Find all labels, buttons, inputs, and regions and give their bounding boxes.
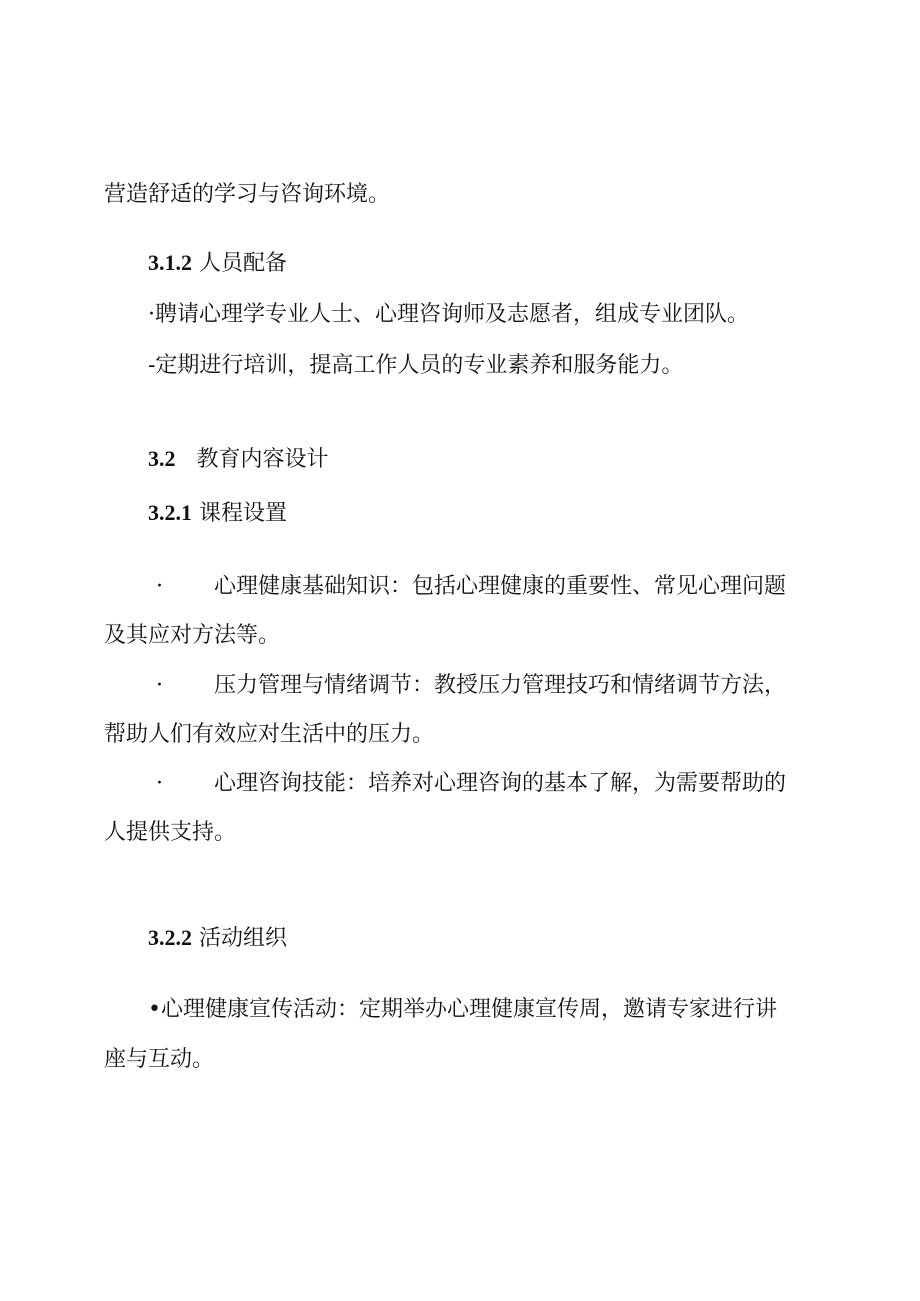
bullet-marker: · bbox=[156, 673, 163, 698]
course-item-line: 心理健康基础知识：包括心理健康的重要性、常见心理问题 bbox=[214, 574, 787, 599]
course-item-line: 及其应对方法等。 bbox=[104, 623, 281, 648]
staff-item-1: ·聘请心理学专业人士、心理咨询师及志愿者，组成专业团队。 bbox=[148, 302, 749, 327]
course-item-line: 心理咨询技能：培养对心理咨询的基本了解，为需要帮助的 bbox=[214, 771, 787, 796]
staff-item-2: -定期进行培训，提高工作人员的专业素养和服务能力。 bbox=[148, 353, 684, 378]
section-number: 3.2.1 bbox=[148, 500, 192, 525]
section-heading-3-2-2 bbox=[148, 924, 287, 953]
section-number: 3.1.2 bbox=[148, 250, 192, 275]
bullet-marker: · bbox=[156, 771, 163, 796]
section-heading-3-1-2 bbox=[148, 249, 287, 278]
paragraph-line: 营造舒适的学习与咨询环境。 bbox=[104, 182, 391, 207]
activity-item-line: •心理健康宣传活动：定期举办心理健康宣传周，邀请专家进行讲 bbox=[148, 997, 777, 1022]
section-number: 3.2.2 bbox=[148, 925, 192, 950]
section-title: 人员配备 bbox=[199, 251, 288, 276]
activity-item-line: 座与互动。 bbox=[104, 1047, 215, 1072]
section-heading-3-2 bbox=[148, 445, 329, 474]
section-number: 3.2 bbox=[148, 446, 176, 471]
course-item-line: 帮助人们有效应对生活中的压力。 bbox=[104, 722, 435, 747]
bullet-marker: · bbox=[156, 574, 163, 599]
section-title: 教育内容设计 bbox=[196, 447, 329, 472]
course-item-line: 人提供支持。 bbox=[104, 820, 237, 845]
course-item-line: 压力管理与情绪调节：教授压力管理技巧和情绪调节方法， bbox=[214, 673, 787, 698]
section-title: 课程设置 bbox=[199, 501, 288, 526]
section-title: 活动组织 bbox=[199, 926, 288, 951]
section-heading-3-2-1 bbox=[148, 499, 287, 528]
